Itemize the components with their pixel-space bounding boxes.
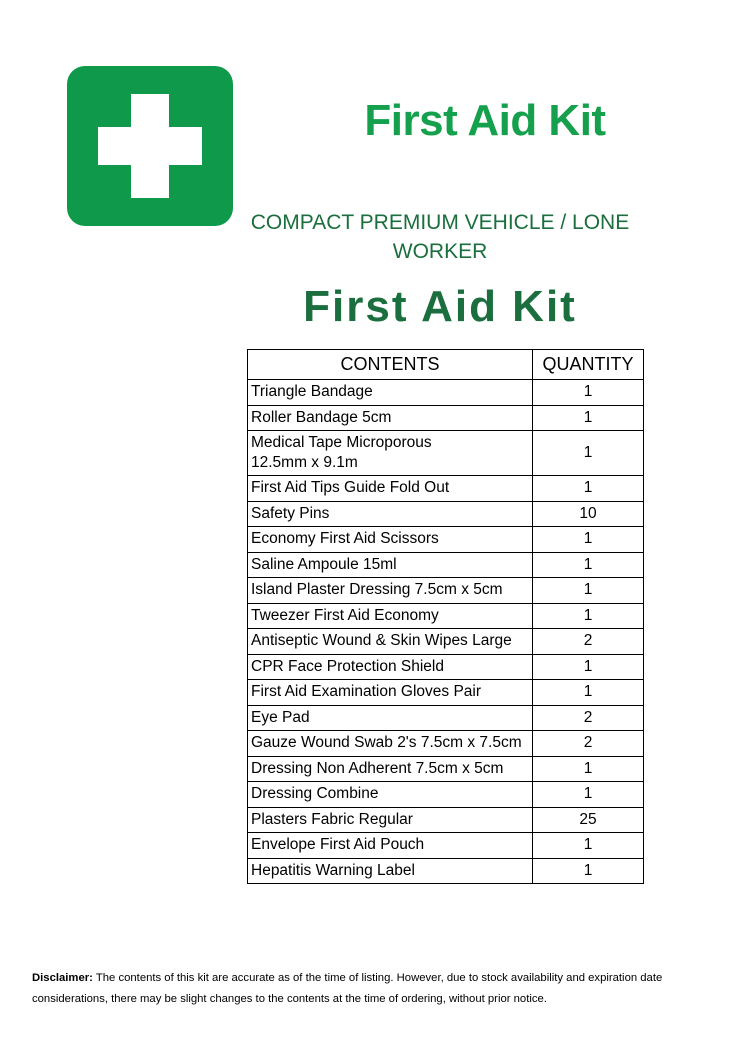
table-row — [248, 603, 644, 629]
quantity-cell: 1 — [533, 833, 644, 859]
kit-subtitle: COMPACT PREMIUM VEHICLE / LONE WORKER — [250, 211, 630, 263]
table-row — [248, 629, 644, 655]
table-row — [248, 380, 644, 406]
item-cell: CPR Face Protection Shield — [248, 654, 533, 680]
item-cell: Eye Pad — [248, 705, 533, 731]
item-cell: First Aid Tips Guide Fold Out — [248, 476, 533, 502]
disclaimer — [32, 968, 722, 1010]
table-header-row — [248, 350, 644, 380]
item-cell: Dressing Combine — [248, 782, 533, 808]
quantity-cell: 10 — [533, 501, 644, 527]
table-row — [248, 680, 644, 706]
page-title: First Aid Kit — [303, 282, 577, 331]
item-cell: Triangle Bandage — [248, 380, 533, 406]
table-row — [248, 833, 644, 859]
item-cell: Hepatitis Warning Label — [248, 858, 533, 884]
quantity-cell: 1 — [533, 858, 644, 884]
item-cell: Medical Tape Microporous 12.5mm x 9.1m — [248, 431, 533, 476]
item-cell: Gauze Wound Swab 2's 7.5cm x 7.5cm — [248, 731, 533, 757]
quantity-cell: 25 — [533, 807, 644, 833]
item-cell: Envelope First Aid Pouch — [248, 833, 533, 859]
table-row — [248, 731, 644, 757]
table-row — [248, 552, 644, 578]
cross-horizontal-bar — [98, 127, 202, 165]
table-row — [248, 654, 644, 680]
table-row — [248, 527, 644, 553]
table-body — [248, 380, 644, 884]
table-row — [248, 858, 644, 884]
item-cell: Dressing Non Adherent 7.5cm x 5cm — [248, 756, 533, 782]
contents-column-header: CONTENTS — [248, 350, 533, 380]
table-row — [248, 782, 644, 808]
quantity-cell: 2 — [533, 705, 644, 731]
quantity-cell: 1 — [533, 782, 644, 808]
table-row — [248, 756, 644, 782]
quantity-cell: 1 — [533, 603, 644, 629]
item-cell: Roller Bandage 5cm — [248, 405, 533, 431]
quantity-cell: 1 — [533, 405, 644, 431]
disclaimer-text: The contents of this kit are accurate as of the time of listing. However, due to stock availability and expiration date considerations, there may be slight changes to the contents at the time of ordering, without prior notice. — [32, 972, 663, 1005]
item-cell: Economy First Aid Scissors — [248, 527, 533, 553]
item-cell: First Aid Examination Gloves Pair — [248, 680, 533, 706]
item-cell: Plasters Fabric Regular — [248, 807, 533, 833]
table-row — [248, 807, 644, 833]
header-title: First Aid Kit — [364, 96, 606, 145]
table-row — [248, 705, 644, 731]
table-row — [248, 431, 644, 476]
quantity-cell: 1 — [533, 654, 644, 680]
table-row — [248, 578, 644, 604]
disclaimer-lead: Disclaimer: — [32, 972, 93, 984]
item-cell: Saline Ampoule 15ml — [248, 552, 533, 578]
quantity-cell: 2 — [533, 629, 644, 655]
table-row — [248, 405, 644, 431]
quantity-cell: 1 — [533, 431, 644, 476]
quantity-cell: 2 — [533, 731, 644, 757]
table-row — [248, 501, 644, 527]
table-row — [248, 476, 644, 502]
item-cell: Island Plaster Dressing 7.5cm x 5cm — [248, 578, 533, 604]
quantity-cell: 1 — [533, 756, 644, 782]
item-cell: Safety Pins — [248, 501, 533, 527]
quantity-cell: 1 — [533, 527, 644, 553]
quantity-column-header: QUANTITY — [533, 350, 644, 380]
contents-table — [247, 349, 644, 884]
quantity-cell: 1 — [533, 578, 644, 604]
quantity-cell: 1 — [533, 476, 644, 502]
quantity-cell: 1 — [533, 380, 644, 406]
first-aid-cross-icon — [67, 66, 233, 226]
item-cell: Antiseptic Wound & Skin Wipes Large — [248, 629, 533, 655]
quantity-cell: 1 — [533, 552, 644, 578]
quantity-cell: 1 — [533, 680, 644, 706]
item-cell: Tweezer First Aid Economy — [248, 603, 533, 629]
